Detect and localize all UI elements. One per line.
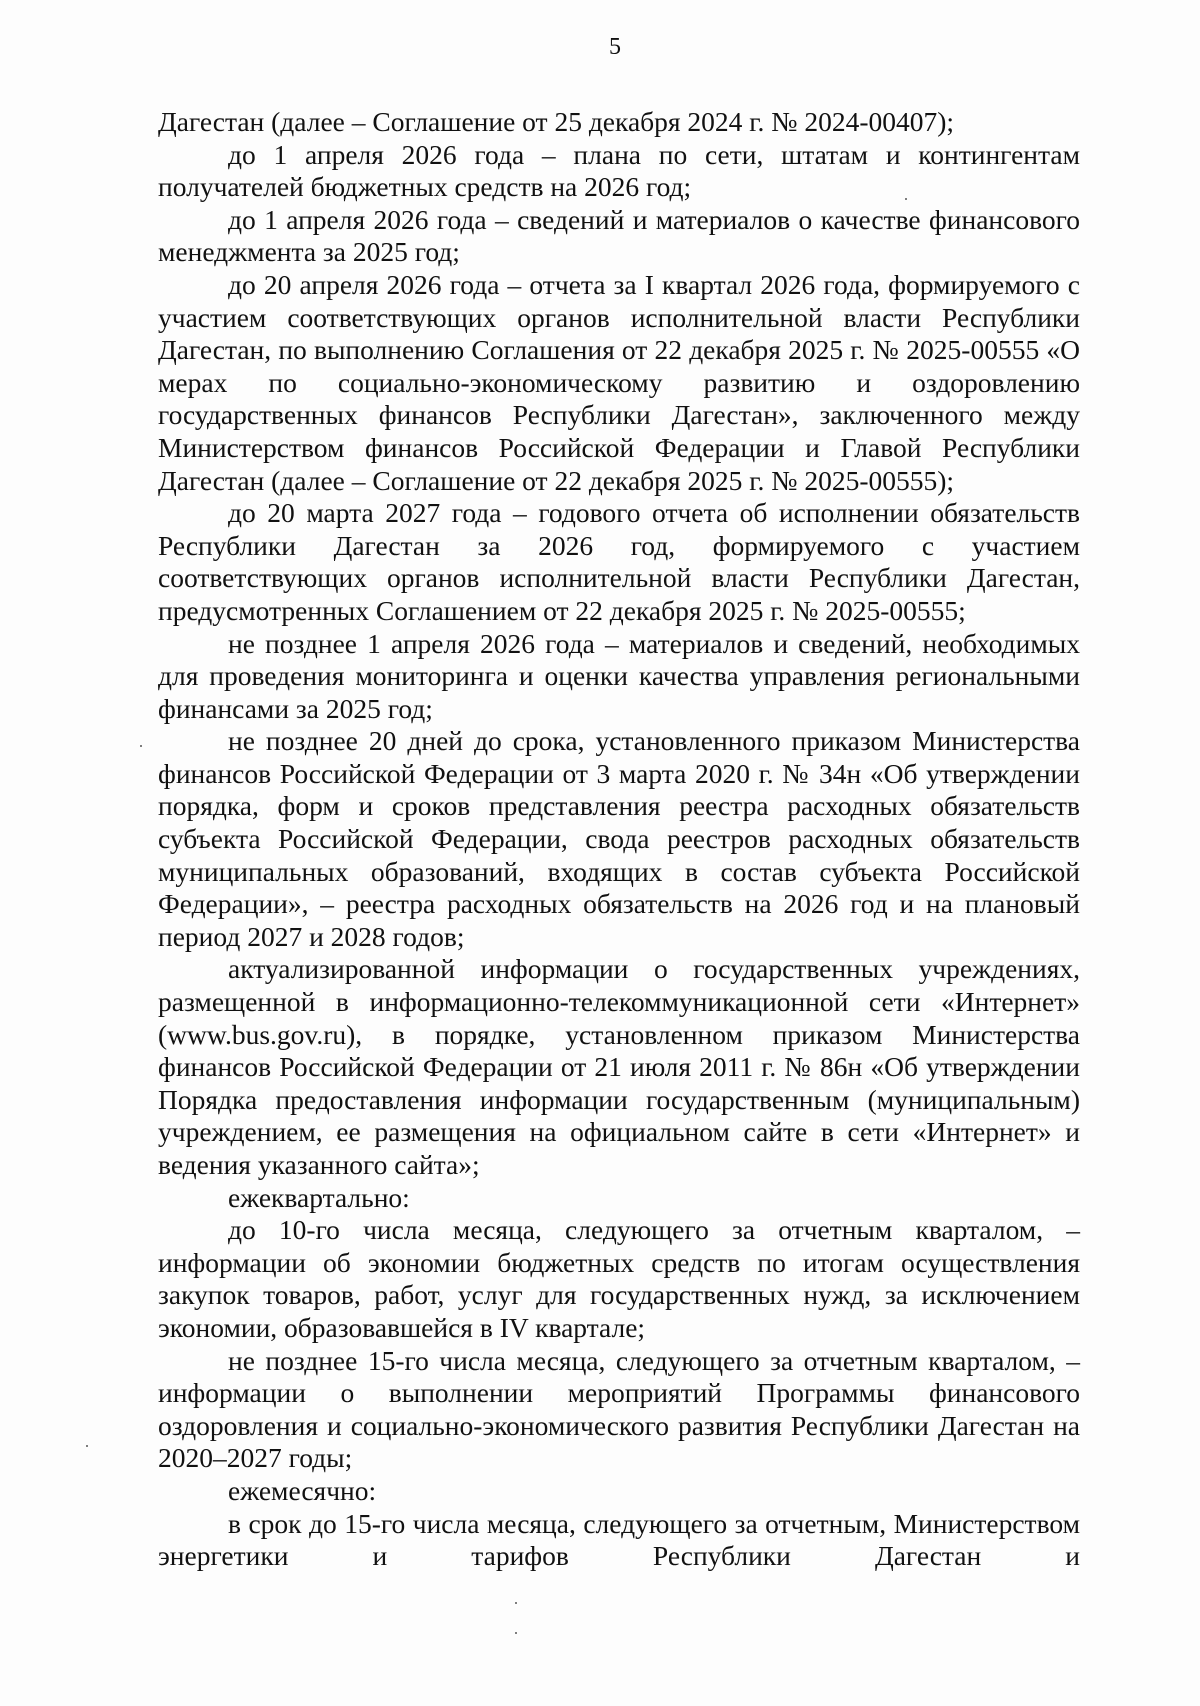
- paragraph: до 10-го числа месяца, следующего за отчетным кварталом, – информации об экономии бюджетных средств по итогам осуществления закупок товаров, работ, услуг для государственных нужд, за исключением экономии, образовавшейся в IV квартале;: [158, 1214, 1080, 1343]
- paragraph: ежемесячно:: [228, 1474, 377, 1506]
- paragraph: до 1 апреля 2026 года – сведений и материалов о качестве финансового менеджмента за 2025 год;: [158, 203, 1080, 268]
- paragraph: не позднее 20 дней до срока, установленного приказом Министерства финансов Российской Федерации от 3 марта 2020 г. № 34н «Об утверждении порядка, форм и сроков представления реестра расходных обязательств субъекта Российской Федерации, свода реестров расходных обязательств муниципальных образований, входящих в состав субъекта Российской Федерации», – реестра расходных обязательств на 2026 год и на плановый период 2027 и 2028 годов;: [158, 725, 1080, 952]
- scan-speck: [515, 1602, 517, 1604]
- paragraph: до 20 апреля 2026 года – отчета за I квартал 2026 года, формируемого с участием соответствующих органов исполнительной власти Республики Дагестан, по выполнению Соглашения от 22 декабря 2025 г. № 2025-00555 «О мерах по социально-экономическому развитию и оздоровлению государственных финансов Республики Дагестан», заключенного между Министерством финансов Российской Федерации и Главой Республики Дагестан (далее – Соглашение от 22 декабря 2025 г. № 2025-00555);: [158, 268, 1080, 496]
- scan-speck: [515, 1632, 517, 1634]
- scan-speck: [905, 198, 907, 200]
- document-body: [158, 106, 1080, 1573]
- page-number: 5: [609, 34, 621, 60]
- paragraph: не позднее 1 апреля 2026 года – материалов и сведений, необходимых для проведения мониторинга и оценки качества управления региональными финансами за 2025 год;: [158, 627, 1080, 724]
- paragraph: актуализированной информации о государственных учреждениях, размещенной в информационно-телекоммуникационной сети «Интернет» (www.bus.gov.ru), в порядке, установленном приказом Министерства финансов Российской Федерации от 21 июля 2011 г. № 86н «Об утверждении Порядка предоставления информации государственным (муниципальным) учреждением, ее размещения на официальном сайте в сети «Интернет» и ведения указанного сайта»;: [158, 953, 1080, 1180]
- paragraph: ежеквартально:: [228, 1181, 410, 1213]
- paragraph: до 1 апреля 2026 года – плана по сети, штатам и контингентам получателей бюджетных средств на 2026 год;: [158, 138, 1080, 203]
- paragraph: в срок до 15-го числа месяца, следующего за отчетным, Министерством энергетики и тарифов Республики Дагестан и: [158, 1507, 1080, 1572]
- paragraph: Дагестан (далее – Соглашение от 25 декабря 2024 г. № 2024-00407);: [158, 106, 955, 137]
- paragraph: не позднее 15-го числа месяца, следующего за отчетным кварталом, – информации о выполнении мероприятий Программы финансового оздоровления и социально-экономического развития Республики Дагестан на 2020–2027 годы;: [158, 1344, 1080, 1474]
- scan-speck: [140, 745, 142, 747]
- paragraph: до 20 марта 2027 года – годового отчета об исполнении обязательств Республики Дагестан за 2026 год, формируемого с участием соответствующих органов исполнительной власти Республики Дагестан, предусмотренных Соглашением от 22 декабря 2025 г. № 2025-00555;: [158, 497, 1080, 626]
- scan-speck: [86, 1445, 88, 1447]
